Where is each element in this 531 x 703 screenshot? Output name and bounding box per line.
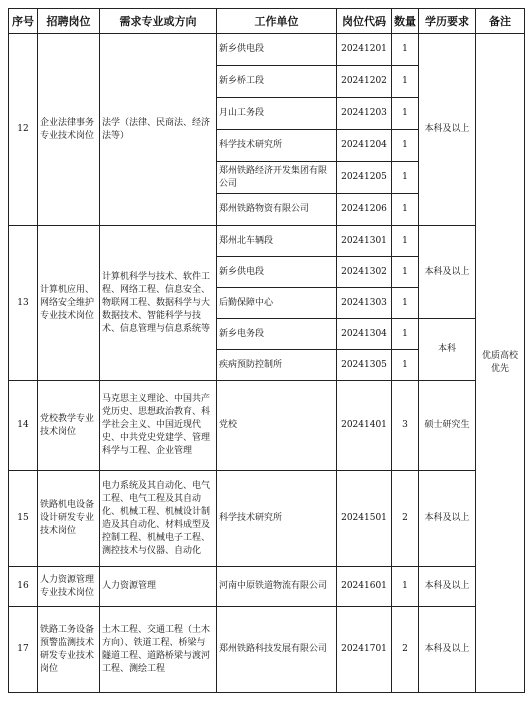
major-cell: 马克思主义理论、中国共产党历史、思想政治教育、科学社会主义、中国近现代史、中共党史党建学、管理科学与工程、企业管理 xyxy=(100,381,217,471)
position-cell: 铁路机电设备设计研发专业技术岗位 xyxy=(38,471,100,567)
count-cell: 1 xyxy=(392,226,419,257)
count-cell: 1 xyxy=(392,66,419,98)
count-cell: 1 xyxy=(392,319,419,350)
unit-cell: 后勤保障中心 xyxy=(217,288,337,319)
count-cell: 1 xyxy=(392,98,419,130)
position-cell: 计算机应用、网络安全维护专业技术岗位 xyxy=(38,226,100,381)
seq-cell: 16 xyxy=(9,567,38,607)
table-row xyxy=(9,34,525,66)
education-cell: 本科及以上 xyxy=(419,607,476,693)
remark-cell: 优质高校优先 xyxy=(476,34,525,693)
unit-cell: 河南中原铁道物流有限公司 xyxy=(217,567,337,607)
code-cell: 20241302 xyxy=(337,257,392,288)
unit-cell: 科学技术研究所 xyxy=(217,471,337,567)
code-cell: 20241201 xyxy=(337,34,392,66)
education-cell: 本科及以上 xyxy=(419,567,476,607)
header-education: 学历要求 xyxy=(419,9,476,34)
unit-cell: 新乡供电段 xyxy=(217,257,337,288)
header-remark: 备注 xyxy=(476,9,525,34)
education-cell: 本科及以上 xyxy=(419,471,476,567)
code-cell: 20241303 xyxy=(337,288,392,319)
code-cell: 20241401 xyxy=(337,381,392,471)
table-row xyxy=(9,226,525,257)
code-cell: 20241301 xyxy=(337,226,392,257)
seq-cell: 12 xyxy=(9,34,38,226)
unit-cell: 党校 xyxy=(217,381,337,471)
code-cell: 20241206 xyxy=(337,194,392,226)
header-code: 岗位代码 xyxy=(337,9,392,34)
code-cell: 20241205 xyxy=(337,162,392,194)
header-position: 招聘岗位 xyxy=(38,9,100,34)
education-cell: 本科及以上 xyxy=(419,34,476,226)
unit-cell: 新乡电务段 xyxy=(217,319,337,350)
count-cell: 1 xyxy=(392,350,419,381)
unit-cell: 科学技术研究所 xyxy=(217,130,337,162)
code-cell: 20241305 xyxy=(337,350,392,381)
education-cell: 硕士研究生 xyxy=(419,381,476,471)
header-row xyxy=(9,9,525,34)
major-cell: 电力系统及其自动化、电气工程、电气工程及其自动化、机械工程、机械设计制造及其自动化、材料成型及控制工程、机械电子工程、测控技术与仪器、自动化 xyxy=(100,471,217,567)
count-cell: 2 xyxy=(392,471,419,567)
position-cell: 企业法律事务专业技术岗位 xyxy=(38,34,100,226)
table-row xyxy=(9,607,525,693)
unit-cell: 新乡桥工段 xyxy=(217,66,337,98)
major-cell: 法学（法律、民商法、经济法等） xyxy=(100,34,217,226)
count-cell: 1 xyxy=(392,257,419,288)
count-cell: 1 xyxy=(392,288,419,319)
unit-cell: 郑州铁路经济开发集团有限公司 xyxy=(217,162,337,194)
table-row xyxy=(9,381,525,471)
count-cell: 1 xyxy=(392,162,419,194)
code-cell: 20241203 xyxy=(337,98,392,130)
header-seq: 序号 xyxy=(9,9,38,34)
unit-cell: 郑州铁路物资有限公司 xyxy=(217,194,337,226)
code-cell: 20241501 xyxy=(337,471,392,567)
position-cell: 人力资源管理专业技术岗位 xyxy=(38,567,100,607)
seq-cell: 14 xyxy=(9,381,38,471)
code-cell: 20241701 xyxy=(337,607,392,693)
count-cell: 1 xyxy=(392,567,419,607)
position-cell: 党校教学专业技术岗位 xyxy=(38,381,100,471)
table-row xyxy=(9,567,525,607)
count-cell: 2 xyxy=(392,607,419,693)
unit-cell: 疾病预防控制所 xyxy=(217,350,337,381)
major-cell: 人力资源管理 xyxy=(100,567,217,607)
header-count: 数量 xyxy=(392,9,419,34)
major-cell: 计算机科学与技术、软件工程、网络工程、信息安全、物联网工程、数据科学与大数据技术、智能科学与技术、信息管理与信息系统等 xyxy=(100,226,217,381)
seq-cell: 15 xyxy=(9,471,38,567)
unit-cell: 月山工务段 xyxy=(217,98,337,130)
count-cell: 1 xyxy=(392,34,419,66)
position-cell: 铁路工务设备预警监测技术研发专业技术岗位 xyxy=(38,607,100,693)
unit-cell: 郑州铁路科技发展有限公司 xyxy=(217,607,337,693)
code-cell: 20241204 xyxy=(337,130,392,162)
recruitment-table xyxy=(8,8,525,693)
count-cell: 3 xyxy=(392,381,419,471)
seq-cell: 17 xyxy=(9,607,38,693)
code-cell: 20241304 xyxy=(337,319,392,350)
education-cell: 本科 xyxy=(419,319,476,381)
code-cell: 20241601 xyxy=(337,567,392,607)
count-cell: 1 xyxy=(392,194,419,226)
unit-cell: 新乡供电段 xyxy=(217,34,337,66)
count-cell: 1 xyxy=(392,130,419,162)
unit-cell: 郑州北车辆段 xyxy=(217,226,337,257)
education-cell: 本科及以上 xyxy=(419,226,476,319)
code-cell: 20241202 xyxy=(337,66,392,98)
major-cell: 土木工程、交通工程（土木方向）、铁道工程、桥梁与隧道工程、道路桥梁与渡河工程、测绘工程 xyxy=(100,607,217,693)
table-row xyxy=(9,471,525,567)
header-major: 需求专业或方向 xyxy=(100,9,217,34)
header-unit: 工作单位 xyxy=(217,9,337,34)
seq-cell: 13 xyxy=(9,226,38,381)
